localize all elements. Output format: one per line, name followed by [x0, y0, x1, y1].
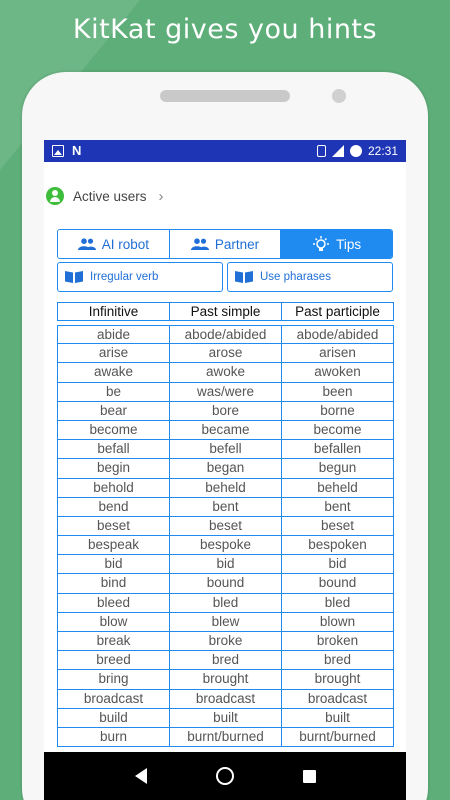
cell-infinitive: abide	[57, 325, 170, 344]
cell-past-simple: brought	[169, 670, 282, 689]
promo-headline: KitKat gives you hints	[72, 14, 378, 45]
cell-past-simple: broadcast	[169, 690, 282, 709]
status-time: 22:31	[367, 144, 398, 158]
cell-past-participle: become	[281, 421, 394, 440]
table-row	[57, 383, 393, 402]
tab-ai-robot[interactable]	[58, 230, 170, 258]
people-icon	[78, 238, 96, 250]
irregular-verbs-table	[57, 302, 393, 747]
cell-past-participle: brought	[281, 670, 394, 689]
cell-past-participle: broken	[281, 632, 394, 651]
cell-past-participle: abode/abided	[281, 325, 394, 344]
image-icon	[52, 145, 64, 157]
cell-infinitive: blow	[57, 613, 170, 632]
tab-tips[interactable]	[281, 230, 392, 258]
table-body[interactable]	[57, 325, 393, 747]
subtab-label: Use pharases	[260, 271, 331, 283]
people-icon	[191, 238, 209, 250]
mode-tabs	[57, 229, 393, 259]
cell-past-participle: bled	[281, 594, 394, 613]
table-row	[57, 363, 393, 382]
cell-past-participle: been	[281, 383, 394, 402]
cell-infinitive: be	[57, 383, 170, 402]
cell-infinitive: breed	[57, 651, 170, 670]
subtab-use-phrases[interactable]	[227, 262, 393, 292]
cell-past-participle: broadcast	[281, 690, 394, 709]
phone-speaker	[160, 90, 290, 102]
table-row	[57, 344, 393, 363]
tips-subtabs	[57, 262, 393, 292]
table-row	[57, 459, 393, 478]
active-users-row[interactable]	[44, 184, 406, 208]
user-circle-icon	[46, 187, 64, 205]
vibrate-icon	[317, 145, 326, 157]
cell-infinitive: bid	[57, 555, 170, 574]
phone-camera	[332, 89, 346, 103]
cell-infinitive: broadcast	[57, 690, 170, 709]
table-row	[57, 325, 393, 344]
header-infinitive: Infinitive	[57, 302, 170, 321]
cell-past-simple: burnt/burned	[169, 728, 282, 747]
cell-infinitive: behold	[57, 479, 170, 498]
cell-past-simple: bore	[169, 402, 282, 421]
cell-past-simple: was/were	[169, 383, 282, 402]
cell-infinitive: bespeak	[57, 536, 170, 555]
tab-partner[interactable]	[170, 230, 282, 258]
app-screen	[44, 140, 406, 752]
table-header	[57, 302, 393, 321]
cell-infinitive: befall	[57, 440, 170, 459]
android-nav-bar	[44, 752, 406, 800]
cell-past-participle: blown	[281, 613, 394, 632]
cell-past-simple: bespoke	[169, 536, 282, 555]
table-row	[57, 728, 393, 747]
cell-past-simple: began	[169, 459, 282, 478]
table-row	[57, 670, 393, 689]
cell-past-simple: built	[169, 709, 282, 728]
signal-icon	[332, 145, 344, 157]
cell-past-participle: bid	[281, 555, 394, 574]
cell-past-participle: bent	[281, 498, 394, 517]
cell-past-simple: bid	[169, 555, 282, 574]
cell-infinitive: awake	[57, 363, 170, 382]
cell-past-simple: arose	[169, 344, 282, 363]
book-icon	[64, 270, 84, 284]
table-row	[57, 632, 393, 651]
cell-past-simple: beset	[169, 517, 282, 536]
table-row	[57, 690, 393, 709]
tab-label: AI robot	[101, 236, 149, 252]
cell-past-simple: bled	[169, 594, 282, 613]
cell-infinitive: arise	[57, 344, 170, 363]
table-row	[57, 498, 393, 517]
cell-infinitive: break	[57, 632, 170, 651]
cell-past-simple: became	[169, 421, 282, 440]
cell-past-simple: bred	[169, 651, 282, 670]
tab-label: Tips	[336, 236, 362, 252]
table-row	[57, 479, 393, 498]
battery-icon	[350, 145, 362, 157]
back-icon[interactable]	[135, 768, 147, 784]
table-row	[57, 613, 393, 632]
tab-label: Partner	[214, 236, 260, 252]
table-row	[57, 709, 393, 728]
cell-past-participle: beheld	[281, 479, 394, 498]
cell-infinitive: begin	[57, 459, 170, 478]
subtab-label: Irregular verb	[90, 271, 159, 283]
cell-past-participle: burnt/burned	[281, 728, 394, 747]
cell-past-participle: bound	[281, 574, 394, 593]
n-icon: N	[72, 143, 82, 158]
cell-infinitive: burn	[57, 728, 170, 747]
table-row	[57, 574, 393, 593]
table-row	[57, 421, 393, 440]
bulb-icon	[312, 236, 330, 252]
table-row	[57, 536, 393, 555]
cell-past-participle: befallen	[281, 440, 394, 459]
cell-past-participle: bred	[281, 651, 394, 670]
cell-infinitive: bend	[57, 498, 170, 517]
cell-past-participle: awoken	[281, 363, 394, 382]
subtab-irregular-verb[interactable]	[57, 262, 223, 292]
cell-past-participle: borne	[281, 402, 394, 421]
header-past-simple: Past simple	[169, 302, 282, 321]
cell-past-simple: abode/abided	[169, 325, 282, 344]
cell-infinitive: beset	[57, 517, 170, 536]
cell-past-participle: arisen	[281, 344, 394, 363]
cell-past-simple: awoke	[169, 363, 282, 382]
table-row	[57, 555, 393, 574]
cell-past-simple: blew	[169, 613, 282, 632]
status-bar	[44, 140, 406, 162]
table-row	[57, 651, 393, 670]
cell-infinitive: become	[57, 421, 170, 440]
cell-infinitive: bring	[57, 670, 170, 689]
table-row	[57, 440, 393, 459]
cell-past-simple: bound	[169, 574, 282, 593]
table-row	[57, 517, 393, 536]
cell-past-participle: begun	[281, 459, 394, 478]
cell-past-simple: broke	[169, 632, 282, 651]
cell-past-simple: befell	[169, 440, 282, 459]
chevron-right-icon: ›	[158, 187, 164, 205]
cell-past-participle: beset	[281, 517, 394, 536]
table-row	[57, 402, 393, 421]
active-users-label: Active users	[73, 188, 147, 204]
home-icon[interactable]	[216, 767, 234, 785]
cell-past-participle: built	[281, 709, 394, 728]
cell-past-participle: bespoken	[281, 536, 394, 555]
cell-infinitive: build	[57, 709, 170, 728]
cell-infinitive: bind	[57, 574, 170, 593]
table-row	[57, 594, 393, 613]
cell-past-simple: beheld	[169, 479, 282, 498]
book-icon	[234, 270, 254, 284]
cell-past-simple: bent	[169, 498, 282, 517]
recent-apps-icon[interactable]	[303, 770, 316, 783]
cell-infinitive: bleed	[57, 594, 170, 613]
cell-infinitive: bear	[57, 402, 170, 421]
header-past-participle: Past participle	[281, 302, 394, 321]
